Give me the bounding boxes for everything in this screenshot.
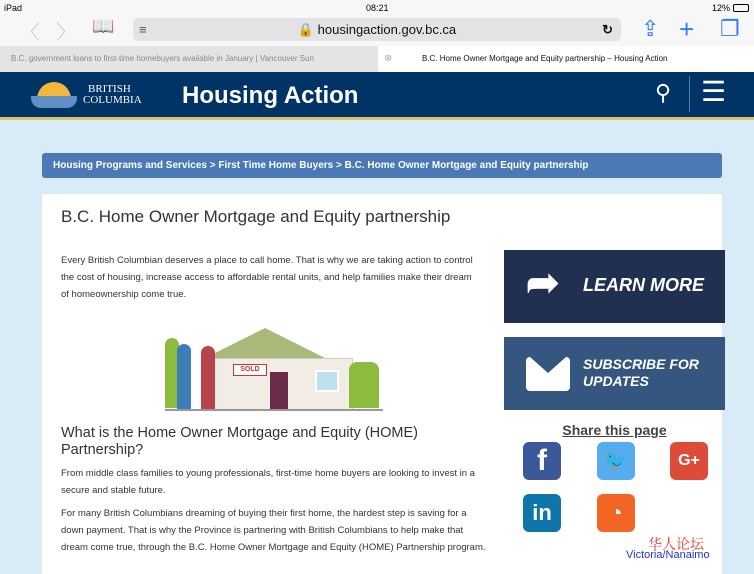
- url-text: housingaction.gov.bc.ca: [317, 22, 457, 37]
- subscribe-label: [583, 356, 699, 390]
- tabs-icon[interactable]: ❐: [720, 16, 740, 41]
- logo-line1: BRITISH: [88, 83, 131, 95]
- lock-icon: 🔒: [297, 22, 315, 37]
- reader-icon[interactable]: ≡: [139, 22, 147, 37]
- close-tab-icon[interactable]: ⊗: [384, 53, 393, 64]
- envelope-icon: [526, 357, 570, 391]
- subscribe-button[interactable]: [504, 337, 725, 410]
- section-heading: What is the Home Owner Mortgage and Equity (HOME) Partnership?: [61, 425, 418, 458]
- bc-logo-icon[interactable]: [31, 80, 77, 110]
- sold-sign: SOLD: [233, 364, 267, 376]
- separator: >: [206, 160, 219, 171]
- reload-icon[interactable]: ↻: [602, 22, 613, 37]
- logo-line2: COLUMBIA: [83, 94, 142, 106]
- watermark-city: Victoria/Nanaimo: [626, 549, 710, 561]
- site-header: [0, 72, 754, 120]
- subscribe-line1: SUBSCRIBE FOR: [583, 356, 699, 372]
- forward-icon[interactable]: 〉: [56, 22, 76, 44]
- linkedin-icon[interactable]: in: [523, 494, 561, 532]
- rss-icon[interactable]: ◔: [597, 494, 635, 532]
- twitter-icon[interactable]: 🐦: [597, 442, 635, 480]
- clock: 08:21: [366, 3, 389, 13]
- share-title: Share this page: [562, 422, 667, 438]
- intro-paragraph: Every British Columbian deserves a place to call home. That is why we are taking action to control the cost of housing, increase access to affordable rental units, and help families make their dream of homeownership come true.: [61, 255, 473, 300]
- new-tab-icon[interactable]: +: [679, 14, 695, 44]
- separator: >: [333, 160, 345, 171]
- learn-more-button[interactable]: [504, 250, 725, 323]
- status-bar: [0, 0, 754, 16]
- learn-more-label: LEARN MORE: [583, 275, 704, 295]
- page-title: B.C. Home Owner Mortgage and Equity partnership: [61, 207, 451, 226]
- battery-icon: [733, 4, 749, 12]
- bookmarks-icon[interactable]: 📖: [92, 16, 115, 36]
- google-plus-icon[interactable]: G+: [670, 442, 708, 480]
- site-title[interactable]: Housing Action: [182, 82, 359, 109]
- facebook-icon[interactable]: f: [523, 442, 561, 480]
- share-icon[interactable]: ⇪: [641, 16, 660, 41]
- watermark-chinese: 华人论坛: [648, 536, 704, 552]
- menu-icon[interactable]: ☰: [701, 76, 727, 107]
- device-label: iPad: [4, 3, 23, 13]
- bc-logo-text: [83, 84, 142, 106]
- tab-housing-action[interactable]: B.C. Home Owner Mortgage and Equity partnership – Housing Action: [422, 54, 668, 63]
- battery-level: 12%: [712, 3, 731, 13]
- house-illustration: [165, 318, 383, 412]
- browser-toolbar: [0, 16, 754, 46]
- tab-vancouver-sun[interactable]: B.C. government loans to first-time homebuyers available in January | Vancouver Sun: [0, 46, 378, 72]
- divider: [689, 76, 690, 112]
- subscribe-line2: UPDATES: [583, 373, 649, 389]
- breadcrumb-current[interactable]: B.C. Home Owner Mortgage and Equity partnership: [344, 160, 589, 171]
- breadcrumb-housing-programs[interactable]: Housing Programs and Services: [53, 160, 207, 171]
- paragraph-2: For many British Columbians dreaming of buying their first home, the hardest step is saving for a down payment. That is why the Province is partnering with British Columbians to help make that dream come true, through the B.C. Home Owner Mortgage and Equity (HOME) Partnership program.: [61, 508, 486, 553]
- address-bar[interactable]: [133, 18, 621, 41]
- breadcrumb-first-time-buyers[interactable]: First Time Home Buyers: [218, 160, 334, 171]
- breadcrumb: [42, 153, 722, 178]
- paragraph-1: From middle class families to young professionals, first-time home buyers are looking to invest in a secure and stable future.: [61, 468, 475, 496]
- search-icon[interactable]: ⚲: [655, 80, 672, 105]
- tab-bar: [0, 46, 754, 72]
- share-arrow-icon: ➦: [526, 261, 560, 305]
- back-icon[interactable]: 〈: [20, 22, 40, 44]
